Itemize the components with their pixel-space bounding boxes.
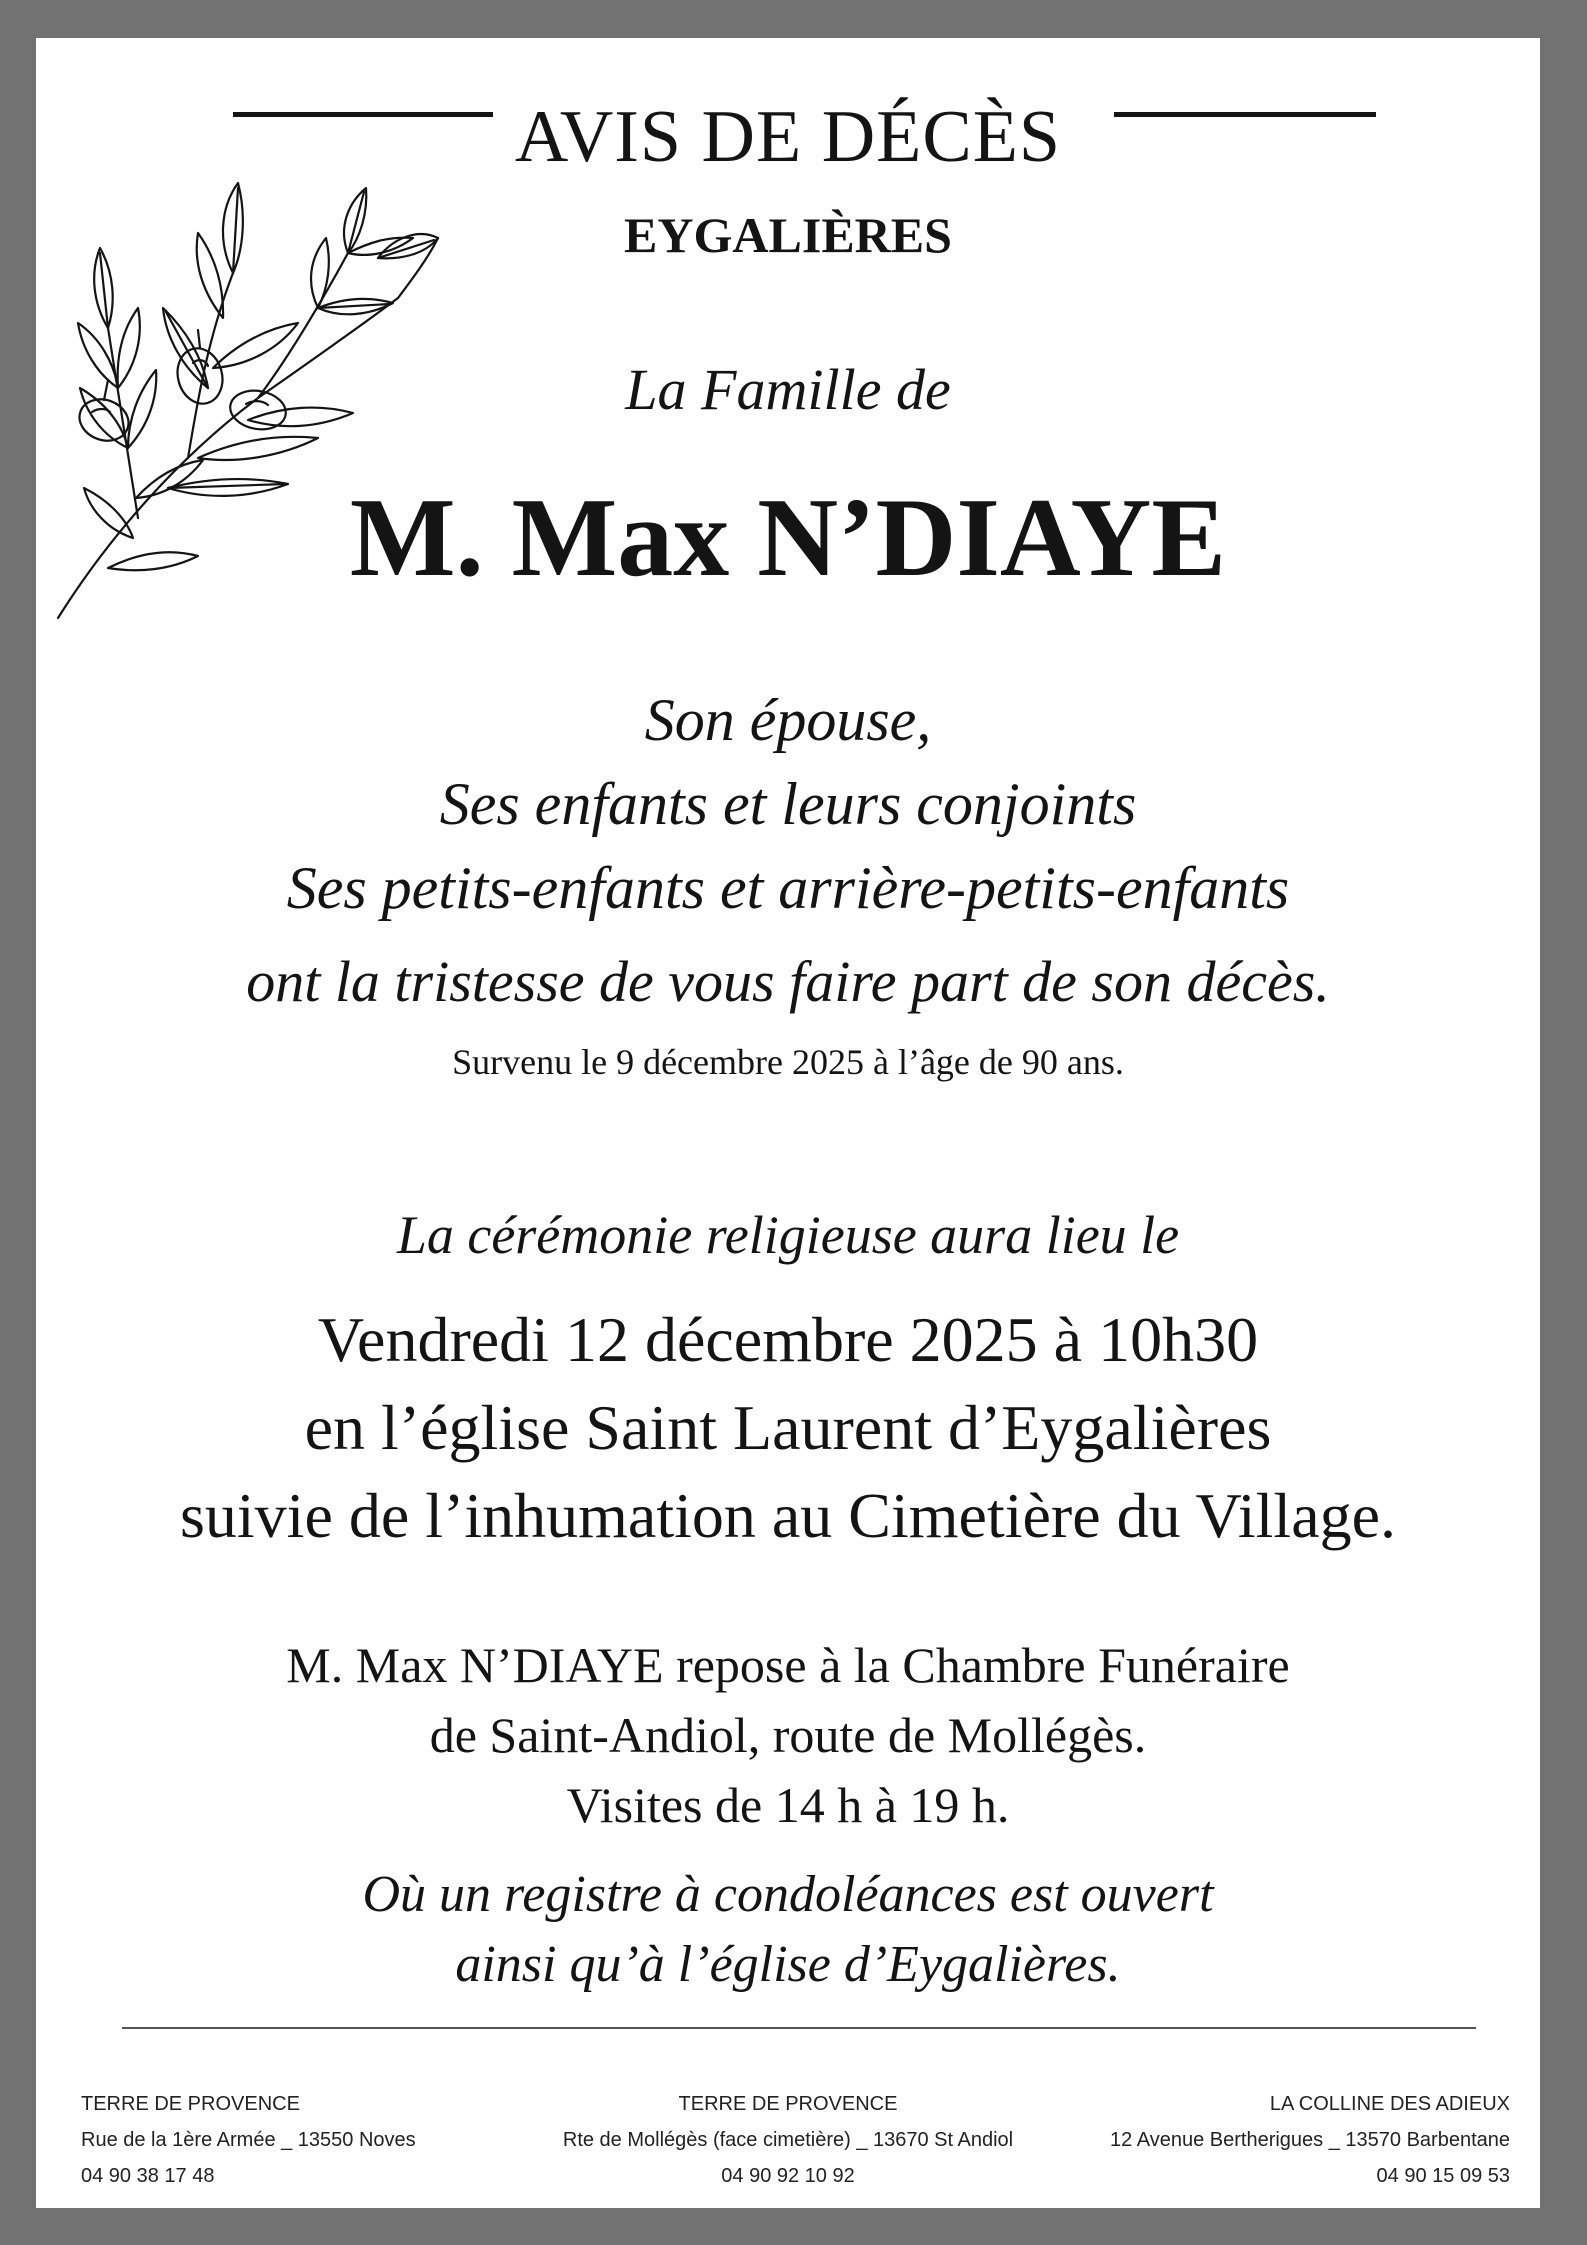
footer-company-name: TERRE DE PROVENCE (678, 2093, 898, 2115)
footer-company-name: LA COLLINE DES ADIEUX (1269, 2093, 1510, 2115)
footer-phone: 04 90 92 10 92 (721, 2165, 855, 2187)
ceremony-line: suivie de l’inhumation au Cimetière du Village. (179, 1480, 1397, 1551)
footer-contact-st-andiol (488, 2086, 1088, 2194)
death-notice-page (36, 38, 1540, 2208)
ceremony-details (36, 1296, 1540, 1560)
repose-line: M. Max N’DIAYE repose à la Chambre Funéraire (286, 1637, 1290, 1693)
footer-address: Rue de la 1ère Armée _ 13550 Noves (81, 2129, 416, 2151)
footer-company-name: TERRE DE PROVENCE (81, 2093, 300, 2115)
ceremony-line: en l’église Saint Laurent d’Eygalières (304, 1392, 1272, 1463)
family-members (36, 678, 1540, 930)
death-date-text: Survenu le 9 décembre 2025 à l’âge de 90 ans. (452, 1042, 1124, 1082)
family-intro: La Famille de (625, 357, 951, 422)
announcement-text: ont la tristesse de vous faire part de son décès. (246, 949, 1330, 1014)
footer-contact-barbentane (1110, 2086, 1510, 2194)
family-line: Son épouse, (644, 687, 932, 753)
ceremony-intro: La cérémonie religieuse aura lieu le (396, 1205, 1180, 1265)
family-line: Ses petits-enfants et arrière-petits-enfants (286, 855, 1290, 921)
footer-contact-noves (81, 2086, 416, 2194)
family-line: Ses enfants et leurs conjoints (439, 771, 1137, 837)
footer-phone: 04 90 38 17 48 (81, 2165, 215, 2187)
repose-line: Visites de 14 h à 19 h. (566, 1777, 1010, 1833)
notice-title: AVIS DE DÉCÈS (514, 96, 1062, 178)
registre-line: ainsi qu’à l’église d’Eygalières. (455, 1936, 1121, 1993)
condolence-register-info (36, 1860, 1540, 2000)
ceremony-line: Vendredi 12 décembre 2025 à 10h30 (317, 1304, 1259, 1375)
deceased-name: M. Max N’DIAYE (349, 476, 1227, 600)
footer-address: 12 Avenue Bertherigues _ 13570 Barbentane (1110, 2129, 1510, 2151)
repose-line: de Saint-Andiol, route de Mollégès. (429, 1707, 1147, 1763)
footer-divider (122, 2027, 1476, 2029)
town-name: EYGALIÈRES (624, 207, 952, 263)
funeral-home-info (36, 1630, 1540, 1840)
footer-phone: 04 90 15 09 53 (1376, 2165, 1510, 2187)
footer-address: Rte de Mollégès (face cimetière) _ 13670 St Andiol (562, 2129, 1014, 2151)
registre-line: Où un registre à condoléances est ouvert (362, 1866, 1214, 1923)
